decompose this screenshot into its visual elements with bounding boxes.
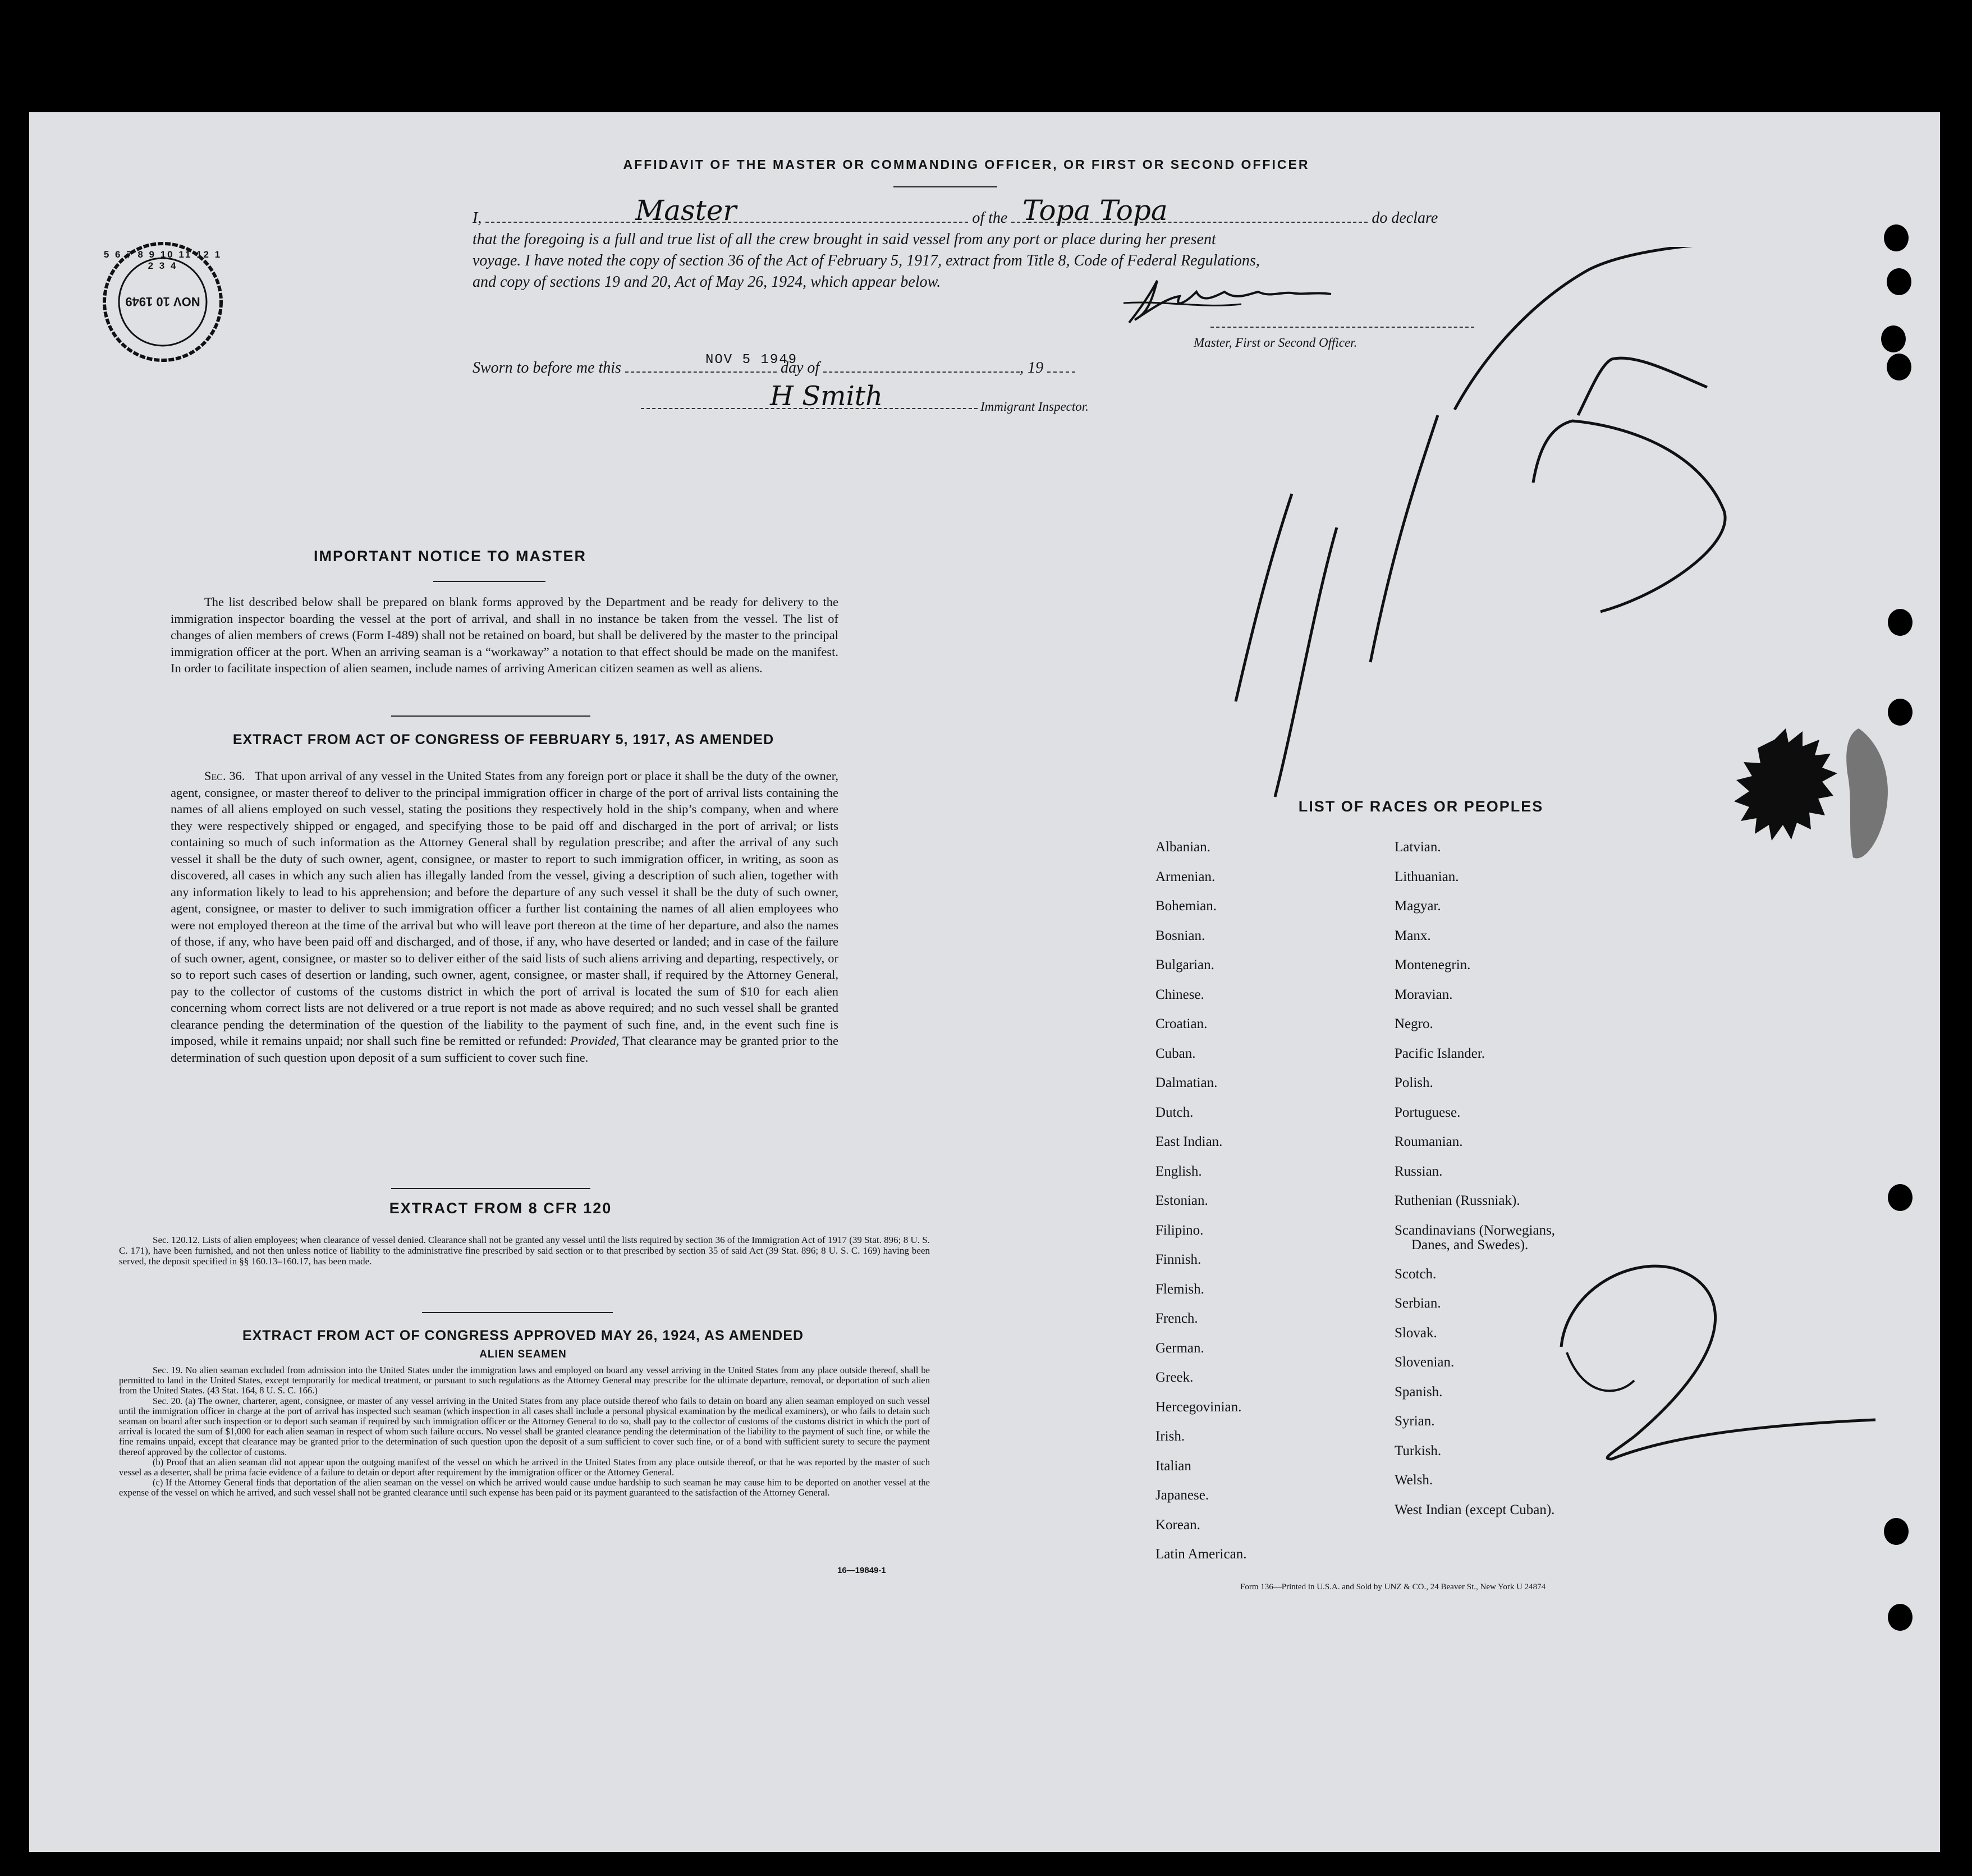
sec-19-text: Sec. 19. No alien seaman excluded from admission into the United States under the immigration laws and employed on board any vessel arriving in the United States from any place outside thereof, shall be permitted to land in the United States, except temporarily for medical treatment, or pursuant to such regulations as the Attorney General may prescribe for the ultimate departure, removal, or deportation of such alien from the United States. (43 Stat. 164, 8 U. S. C. 166.) xyxy=(119,1365,930,1396)
declaration-line-4: and copy of sections 19 and 20, Act of May 26, 1924, which appear below. xyxy=(473,273,941,291)
master-name-handwritten: Master xyxy=(635,194,737,227)
race-item: Turkish. xyxy=(1395,1443,1442,1458)
race-item: Manx. xyxy=(1395,928,1431,943)
race-item: Cuban. xyxy=(1155,1045,1196,1061)
extract-1917-end-divider xyxy=(391,1188,590,1189)
sworn-day-field xyxy=(625,371,777,373)
race-item: Latvian. xyxy=(1395,840,1441,855)
inspector-caption: Immigrant Inspector. xyxy=(980,400,1089,414)
extract-1917-body xyxy=(171,768,838,1066)
notice-text: The list described below shall be prepared on blank forms approved by the Department and be ready for delivery to the immigration inspector boarding the vessel at the port of arrival, and shall in no instance be taken from the vessel. The list of changes of alien members of crews (Form I-489) shall not be retained on board, but shall be delivered by the master to the principal immigration officer at the port. When an arriving seaman is a “workaway” a notation to that effect should be made on the manifest. In order to facilitate inspection of alien seamen, include names of arriving American citizen seamen as well as aliens. xyxy=(171,595,838,675)
race-item: Pacific Islander. xyxy=(1395,1045,1485,1061)
race-item: Hercegovinian. xyxy=(1155,1399,1242,1415)
race-item: Finnish. xyxy=(1155,1252,1201,1267)
race-item: Welsh. xyxy=(1395,1473,1433,1488)
race-item: Dalmatian. xyxy=(1155,1075,1218,1090)
binder-hole xyxy=(1888,1184,1913,1211)
sec-36-label: Sec. 36. xyxy=(204,769,245,783)
notice-end-divider xyxy=(391,715,590,717)
sec-20a-text: Sec. 20. (a) The owner, charterer, agent, consignee, or master of any vessel arriving in the United States from any place outside thereof who fails to detain on board any alien seaman employed on such vessel until the immigration officer in charge at the port of arrival has inspected such seaman (which inspection in all cases shall include a personal physical examination by the medical examiners), or who fails to detain such seaman on board after such inspection or to deport such seaman if required by such immigration officer or the Attorney General to do so, shall pay to the collector of customs of the customs district in which the port of arrival is located the sum of $1,000 for each alien seaman in respect of whom such failure occurs. No vessel shall be granted clearance pending the determination of the liability to the payment of such fine, or while the fine remains unpaid, except that clearance may be granted prior to the determination of such question upon the deposit of a sum sufficient to cover such fine, or of a bond with sufficient surety to secure the payment thereof approved by the collector of customs. xyxy=(119,1395,930,1457)
notice-body xyxy=(171,594,838,677)
race-item: Irish. xyxy=(1155,1429,1185,1444)
race-item: Bohemian. xyxy=(1155,898,1217,914)
inspector-signature: H Smith xyxy=(770,380,883,412)
cfr-text: Sec. 120.12. Lists of alien employees; when clearance of vessel denied. Clearance shall not be granted any vessel until the lists required by section 36 of the Immigration Act of 1917 (39 Stat. 896; 8 U. S. C. 171), have been furnished, and not then unless notice of liability to the administrative fine prescribed by said section or to that prescribed by section 35 of said Act (39 Stat. 896; 8 U. S. C. 169) having been served, the deposit specified in §§ 160.13–160.17, has been made. xyxy=(119,1235,930,1267)
race-item: Slovenian. xyxy=(1395,1355,1455,1370)
race-item: Bulgarian. xyxy=(1155,957,1214,973)
stamp-digits: 5 6 7 8 9 10 11 12 1 2 3 4 xyxy=(103,249,222,271)
i-label: I, xyxy=(473,209,482,227)
title-divider xyxy=(893,186,997,187)
races-column-1 xyxy=(1155,840,1246,1576)
sworn-date-stamp: NOV 5 1949 xyxy=(705,352,798,368)
binder-hole xyxy=(1887,354,1911,380)
race-item: Slovak. xyxy=(1395,1325,1437,1341)
vessel-name-handwritten: Topa Topa xyxy=(1022,194,1168,227)
race-item: Filipino. xyxy=(1155,1222,1204,1238)
race-item: Italian xyxy=(1155,1458,1191,1474)
cfr-title: EXTRACT FROM 8 CFR 120 xyxy=(389,1200,612,1217)
race-item: German. xyxy=(1155,1340,1204,1356)
of-the-label: of the xyxy=(972,209,1008,227)
race-item: Greek. xyxy=(1155,1370,1194,1385)
sec-20c-text: (c) If the Attorney General finds that deportation of the alien seaman on the vessel on which he arrived would cause undue hardship to such seaman he may cause him to be deported on another vessel at the expense of the vessel on which he arrived, and such vessel shall not be granted clearance until such expense has been paid or its payment guaranteed to the satisfaction of the Attorney General. xyxy=(119,1477,930,1498)
signature-caption: Master, First or Second Officer. xyxy=(1194,336,1358,350)
races-title: LIST OF RACES OR PEOPLES xyxy=(1298,798,1544,815)
sec-36-paragraph xyxy=(171,768,838,1066)
race-item: Armenian. xyxy=(1155,869,1216,884)
race-item: Syrian. xyxy=(1395,1414,1435,1429)
extract-1924-body xyxy=(119,1365,930,1498)
race-item: Montenegrin. xyxy=(1395,957,1471,973)
race-item: English. xyxy=(1155,1163,1202,1179)
binder-hole xyxy=(1887,268,1911,295)
race-item: Japanese. xyxy=(1155,1488,1209,1503)
race-item: West Indian (except Cuban). xyxy=(1395,1502,1555,1517)
race-item: Portuguese. xyxy=(1395,1104,1461,1120)
race-item: Estonian. xyxy=(1155,1193,1208,1208)
notice-title: IMPORTANT NOTICE TO MASTER xyxy=(314,548,586,565)
binder-hole xyxy=(1888,699,1913,726)
race-item: Moravian. xyxy=(1395,987,1453,1002)
stamp-date: NOV 10 1949 xyxy=(125,295,200,309)
extract-1924-subtitle: ALIEN SEAMEN xyxy=(479,1348,567,1360)
race-item: Dutch. xyxy=(1155,1104,1194,1120)
sec-36-proviso-text: That clearance may be granted prior to the determination of such question upon deposit of a sum sufficient to cover such fine. xyxy=(171,1034,839,1065)
race-item: Negro. xyxy=(1395,1016,1433,1031)
race-item: Korean. xyxy=(1155,1517,1200,1533)
races-column-2 xyxy=(1395,840,1555,1531)
notice-divider xyxy=(433,581,545,582)
race-item: Ruthenian (Russniak). xyxy=(1395,1193,1520,1208)
race-item: Albanian. xyxy=(1155,840,1210,855)
proviso-word: Provided, xyxy=(570,1034,620,1048)
race-item: Roumanian. xyxy=(1395,1134,1463,1149)
extract-1924-title: EXTRACT FROM ACT OF CONGRESS APPROVED MAY 26, 1924, AS AMENDED xyxy=(242,1328,804,1343)
race-item: East Indian. xyxy=(1155,1134,1223,1149)
race-item: Lithuanian. xyxy=(1395,869,1459,884)
race-item: French. xyxy=(1155,1311,1198,1326)
race-item: Chinese. xyxy=(1155,987,1204,1002)
race-item: Magyar. xyxy=(1395,898,1441,914)
immigration-date-stamp xyxy=(101,240,224,364)
race-item: Scotch. xyxy=(1395,1266,1437,1282)
day-of-label: day of xyxy=(780,359,820,377)
cfr-body xyxy=(119,1235,930,1267)
extract-1917-title: EXTRACT FROM ACT OF CONGRESS OF FEBRUARY 5, 1917, AS AMENDED xyxy=(232,732,774,747)
race-item: Bosnian. xyxy=(1155,928,1205,943)
binder-hole xyxy=(1884,1518,1909,1545)
declare-label: do declare xyxy=(1372,209,1438,227)
sworn-year-field xyxy=(1047,371,1075,373)
race-item: Danes, and Swedes). xyxy=(1411,1237,1529,1253)
declaration-line-2: that the foregoing is a full and true list of all the crew brought in said vessel from any port or place during her present xyxy=(473,231,1216,248)
sworn-month-field xyxy=(823,371,1020,373)
form-code: 16—19849-1 xyxy=(837,1566,886,1575)
notarial-seal xyxy=(1690,717,1904,902)
handwritten-mark-2 xyxy=(1544,1212,1881,1470)
year-label: , 19 xyxy=(1020,359,1044,377)
affidavit-title: AFFIDAVIT OF THE MASTER OR COMMANDING OFFICER, OR FIRST OR SECOND OFFICER xyxy=(623,157,1310,172)
race-item: Serbian. xyxy=(1395,1296,1441,1311)
race-item: Russian. xyxy=(1395,1163,1443,1179)
race-item: Flemish. xyxy=(1155,1281,1204,1297)
sec-20b-text: (b) Proof that an alien seaman did not appear upon the outgoing manifest of the vessel on which he arrived in the United States from any place outside thereof, or that he was reported by the master of such vessel as a deserter, shall be prima facie evidence of a failure to detain or deport after requirement by the immigration officer or the Attorney General. xyxy=(119,1456,930,1478)
binder-hole xyxy=(1881,325,1906,352)
sworn-label: Sworn to before me this xyxy=(473,359,621,377)
declaration-line-3: voyage. I have noted the copy of section 36 of the Act of February 5, 1917, extract from Title 8, Code of Federal Regulations, xyxy=(473,252,1260,269)
sec-36-text: That upon arrival of any vessel in the United States from any foreign port or place it shall be the duty of the owner, agent, consignee, or master thereof to deliver to the principal immigration officer in charge of the port of arrival lists containing the names of all aliens employed on such vessel, stating the positions they respectively hold in the ship’s company, when and where they were respectively shipped or engaged, and specifying those to be paid off and discharged in the port of arrival; or lists containing so much of such information as the Attorney General shall by regulation prescribe; and after the arrival of any such vessel it shall be the duty of such owner, agent, consignee, or master to report to such immigration officer, in writing, as soon as discovered, all cases in which any such alien has illegally landed from the vessel, giving a description of such alien, together with any information likely to lead to his apprehension; and before the departure of any such vessel it shall be the duty of such owner, agent, consignee, or master to deliver to such immigration officer a further list containing the names of all alien employees who were not employed thereon at the time of the arrival but who will leave port thereon at the time of her departure, and also the names of those, if any, who have been paid off and discharged, and of those, if any, who have deserted or landed; and in case of the failure of such owner, agent, consignee, or master so to deliver either of the said lists of such aliens arriving and departing, respectively, or so to report such cases of desertion or landing, such owner, agent, consignee, or master shall, if required by the Attorney General, pay to the collector of customs of the customs district in which the port of arrival is located the sum of $10 for each alien concerning whom correct lists are not delivered or a true report is not made as above required; and no such vessel shall be granted clearance pending the determination of the question of the liability to the payment of such fine, and, in the event such fine is imposed, while it remains unpaid; nor shall such fine be remitted or refunded: xyxy=(171,769,838,1048)
race-item: Croatian. xyxy=(1155,1016,1208,1031)
binder-hole xyxy=(1888,1604,1913,1631)
race-item: Scandinavians (Norwegians, xyxy=(1395,1222,1556,1238)
affidavit-form-page xyxy=(29,112,1940,1852)
race-item: Spanish. xyxy=(1395,1384,1443,1400)
race-item: Latin American. xyxy=(1155,1547,1247,1562)
race-item: Polish. xyxy=(1395,1075,1433,1090)
cfr-end-divider xyxy=(422,1312,613,1313)
binder-hole xyxy=(1888,609,1913,636)
printer-note: Form 136—Printed in U.S.A. and Sold by UNZ & CO., 24 Beaver St., New York U 24874 xyxy=(1240,1583,1546,1591)
binder-hole xyxy=(1884,224,1909,251)
